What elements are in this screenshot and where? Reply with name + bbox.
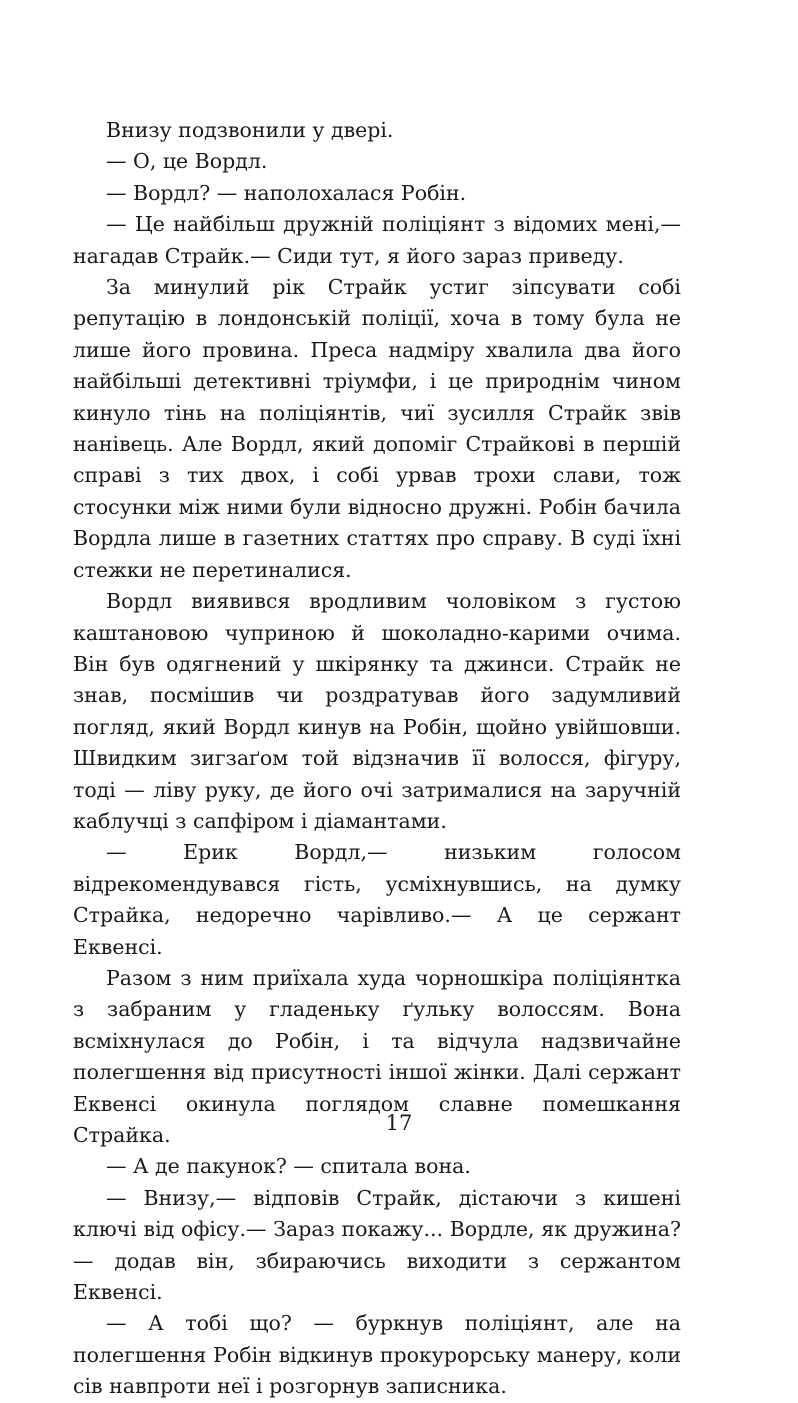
paragraph: — Вордл? — наполохалася Робін. [106, 180, 467, 205]
page-body [73, 115, 681, 1403]
paragraph: Вордл виявився вродливим чоловіком з густою каштановою чуприною й шоколадно-карими очима. Він був одягнений у шкірянку та джинси. Страйк не знав, посмішив чи роздратував його задумливий погляд, який Вордл кинув на Робін, щойно увійшовши. Швидким зигзаґом той відзначив її волосся, фігуру, тоді — ліву руку, де його очі затрималися на заручній каблучці з сапфіром і діамантами. [73, 589, 681, 833]
paragraph: — Це найбільш дружній поліціянт з відомих мені,— нагадав Страйк.— Сиди тут, я його зараз приведу. [73, 212, 681, 268]
paragraph: — А де пакунок? — спитала вона. [106, 1154, 471, 1179]
paragraph: За минулий рік Страйк устиг зіпсувати собі репутацію в лондонській поліції, хоча в тому була не лише його провина. Преса надміру хвалила два його найбільші детективні тріумфи, і це природнім чином кинуло тінь на поліціянтів, чиї зусилля Страйк звів нанівець. Але Вордл, який допоміг Страйкові в першій справі з тих двох, і собі урвав трохи слави, тож стосунки між ними були відносно дружні. Робін бачила Вордла лише в газетних статтях про справу. В суді їхні стежки не перетиналися. [73, 275, 681, 582]
paragraph: — Ерик Вордл,— низьким голосом відрекомендувався гість, усміхнувшись, на думку Страйка, недоречно чарівливо.— А це сержант Еквенсі. [73, 840, 681, 959]
paragraph: Разом з ним приїхала худа чорношкіра поліціянтка з забраним у гладеньку ґульку волоссям. Вона всміхнулася до Робін, і та відчула надзвичайне полегшення від присутності іншої жінки. Далі сержант Еквенсі окинула поглядом славне помешкання Страйка. [73, 965, 681, 1147]
paragraph: — О, це Вордл. [106, 149, 268, 174]
paragraph: — А тобі що? — буркнув поліціянт, але на полегшення Робін відкинув прокурорську манеру, коли сів навпроти неї і розгорнув записника. [73, 1311, 681, 1399]
paragraph: Внизу подзвонили у двері. [106, 118, 394, 142]
paragraph: — Внизу,— відповів Страйк, дістаючи з кишені ключі від офісу.— Зараз покажу... Вордле, як дружина? — додав він, збираючись виходити з сержантом Еквенсі. [73, 1185, 681, 1305]
page-number: 17 [385, 1111, 413, 1135]
